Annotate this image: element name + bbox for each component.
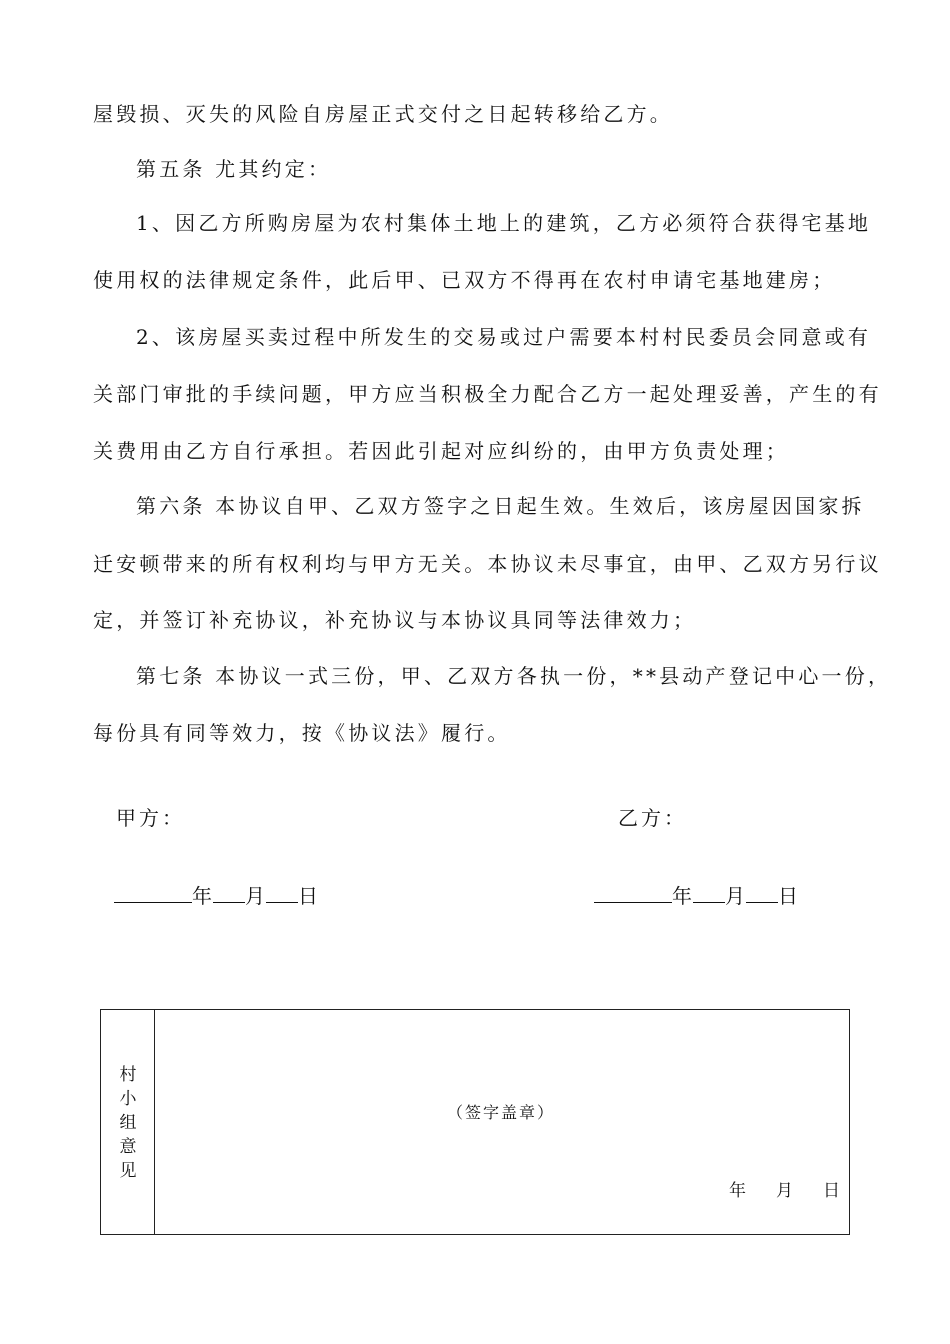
year-blank	[594, 884, 672, 903]
article-six-line: 第六条 本协议自甲、乙双方签字之日起生效。生效后，该房屋因国家拆	[136, 494, 865, 518]
village-group-opinion-table	[100, 1009, 850, 1235]
day-char: 日	[298, 884, 319, 908]
paragraph-line: 每份具有同等效力，按《协议法》履行。	[93, 721, 511, 745]
day-char: 日	[778, 884, 799, 908]
day-blank	[266, 884, 298, 903]
month-char: 月	[245, 884, 266, 908]
paragraph-line: 1、因乙方所购房屋为农村集体土地上的建筑，乙方必须符合获得宅基地	[136, 211, 872, 235]
paragraph-line: 关费用由乙方自行承担。若因此引起对应纠纷的，由甲方负责处理；	[93, 439, 789, 463]
year-char: 年	[672, 884, 693, 908]
paragraph-line: 迁安顿带来的所有权利均与甲方无关。本协议未尽事宜，由甲、乙双方另行议	[93, 552, 882, 576]
party-b-label: 乙方：	[618, 806, 687, 830]
party-a-date	[114, 880, 319, 909]
month-char: 月	[776, 1181, 793, 1201]
month-char: 月	[725, 884, 746, 908]
opinion-date	[729, 1176, 840, 1201]
signature-stamp-text: （签字盖章）	[447, 1103, 556, 1122]
paragraph-line: 定，并签订补充协议，补充协议与本协议具同等法律效力；	[93, 608, 697, 632]
day-blank	[746, 884, 778, 903]
party-a-label: 甲方：	[116, 806, 185, 830]
paragraph-line: 屋毁损、灭失的风险自房屋正式交付之日起转移给乙方。	[93, 102, 673, 126]
article-seven-line: 第七条 本协议一式三份，甲、乙双方各执一份，**县动产登记中心一份，	[136, 664, 892, 688]
day-char: 日	[823, 1181, 840, 1201]
opinion-label: 村小组意见	[119, 1065, 137, 1181]
paragraph-line: 关部门审批的手续问题，甲方应当积极全力配合乙方一起处理妥善，产生的有	[93, 382, 882, 406]
paragraph-line: 2、该房屋买卖过程中所发生的交易或过户需要本村村民委员会同意或有	[136, 325, 872, 349]
article-five-heading: 第五条 尤其约定：	[136, 157, 332, 181]
opinion-label-cell	[101, 1010, 155, 1234]
month-blank	[213, 884, 245, 903]
month-blank	[693, 884, 725, 903]
year-char: 年	[729, 1181, 746, 1201]
year-char: 年	[192, 884, 213, 908]
party-b-date	[594, 880, 799, 909]
year-blank	[114, 884, 192, 903]
paragraph-line: 使用权的法律规定条件，此后甲、已双方不得再在农村申请宅基地建房；	[93, 268, 836, 292]
